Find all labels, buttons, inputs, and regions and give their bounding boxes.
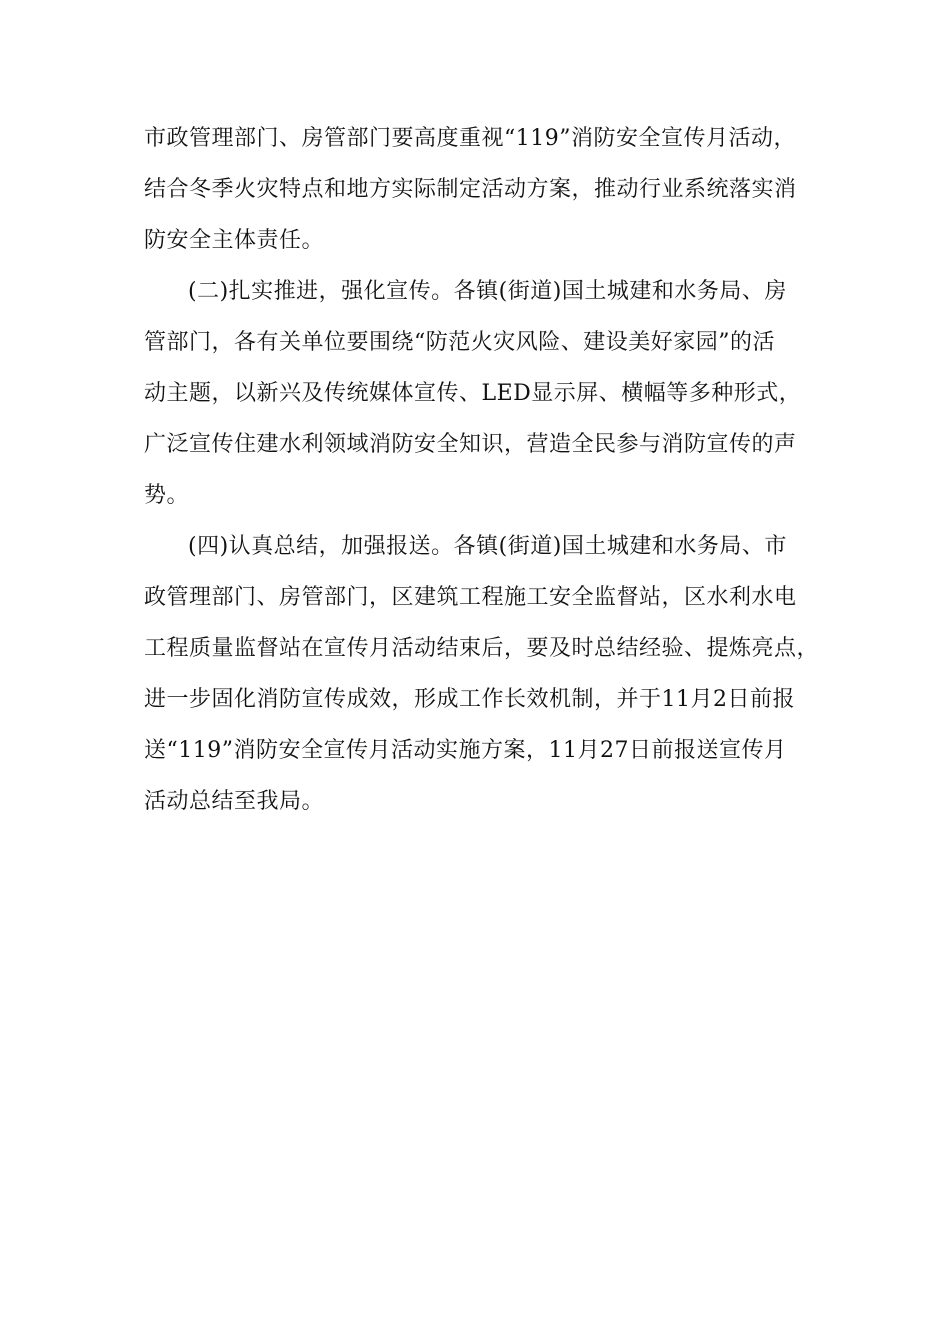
paragraph-continuation: 市政管理部门、房管部门要高度重视“119”消防安全宣传月活动， 结合冬季火灾特点和地方实际制定活动方案，推动行业系统落实消 防安全主体责任。 xyxy=(144,126,797,253)
paragraph-section-2: (二)扎实推进，强化宣传。各镇(街道)国土城建和水务局、房 管部门，各有关单位要围绕“防范火灾风险、建设美好家园”的活 动主题，以新兴及传统媒体宣传、LED显示屏、横幅等多种形式， 广泛宣传住建水利领域消防安全知识，营造全民参与消防宣传的声 势。 xyxy=(144,279,802,508)
document-body xyxy=(144,113,824,827)
paragraph-section-4: (四)认真总结，加强报送。各镇(街道)国土城建和水务局、市 政管理部门、房管部门，区建筑工程施工安全监督站，区水利水电 工程质量监督站在宣传月活动结束后，要及时总结经验、提炼亮点， 进一步固化消防宣传成效，形成工作长效机制，并于11月2日前报 送“119”消防安全宣传月活动实施方案，11月27日前报送宣传月 活动总结至我局。 xyxy=(144,534,820,814)
